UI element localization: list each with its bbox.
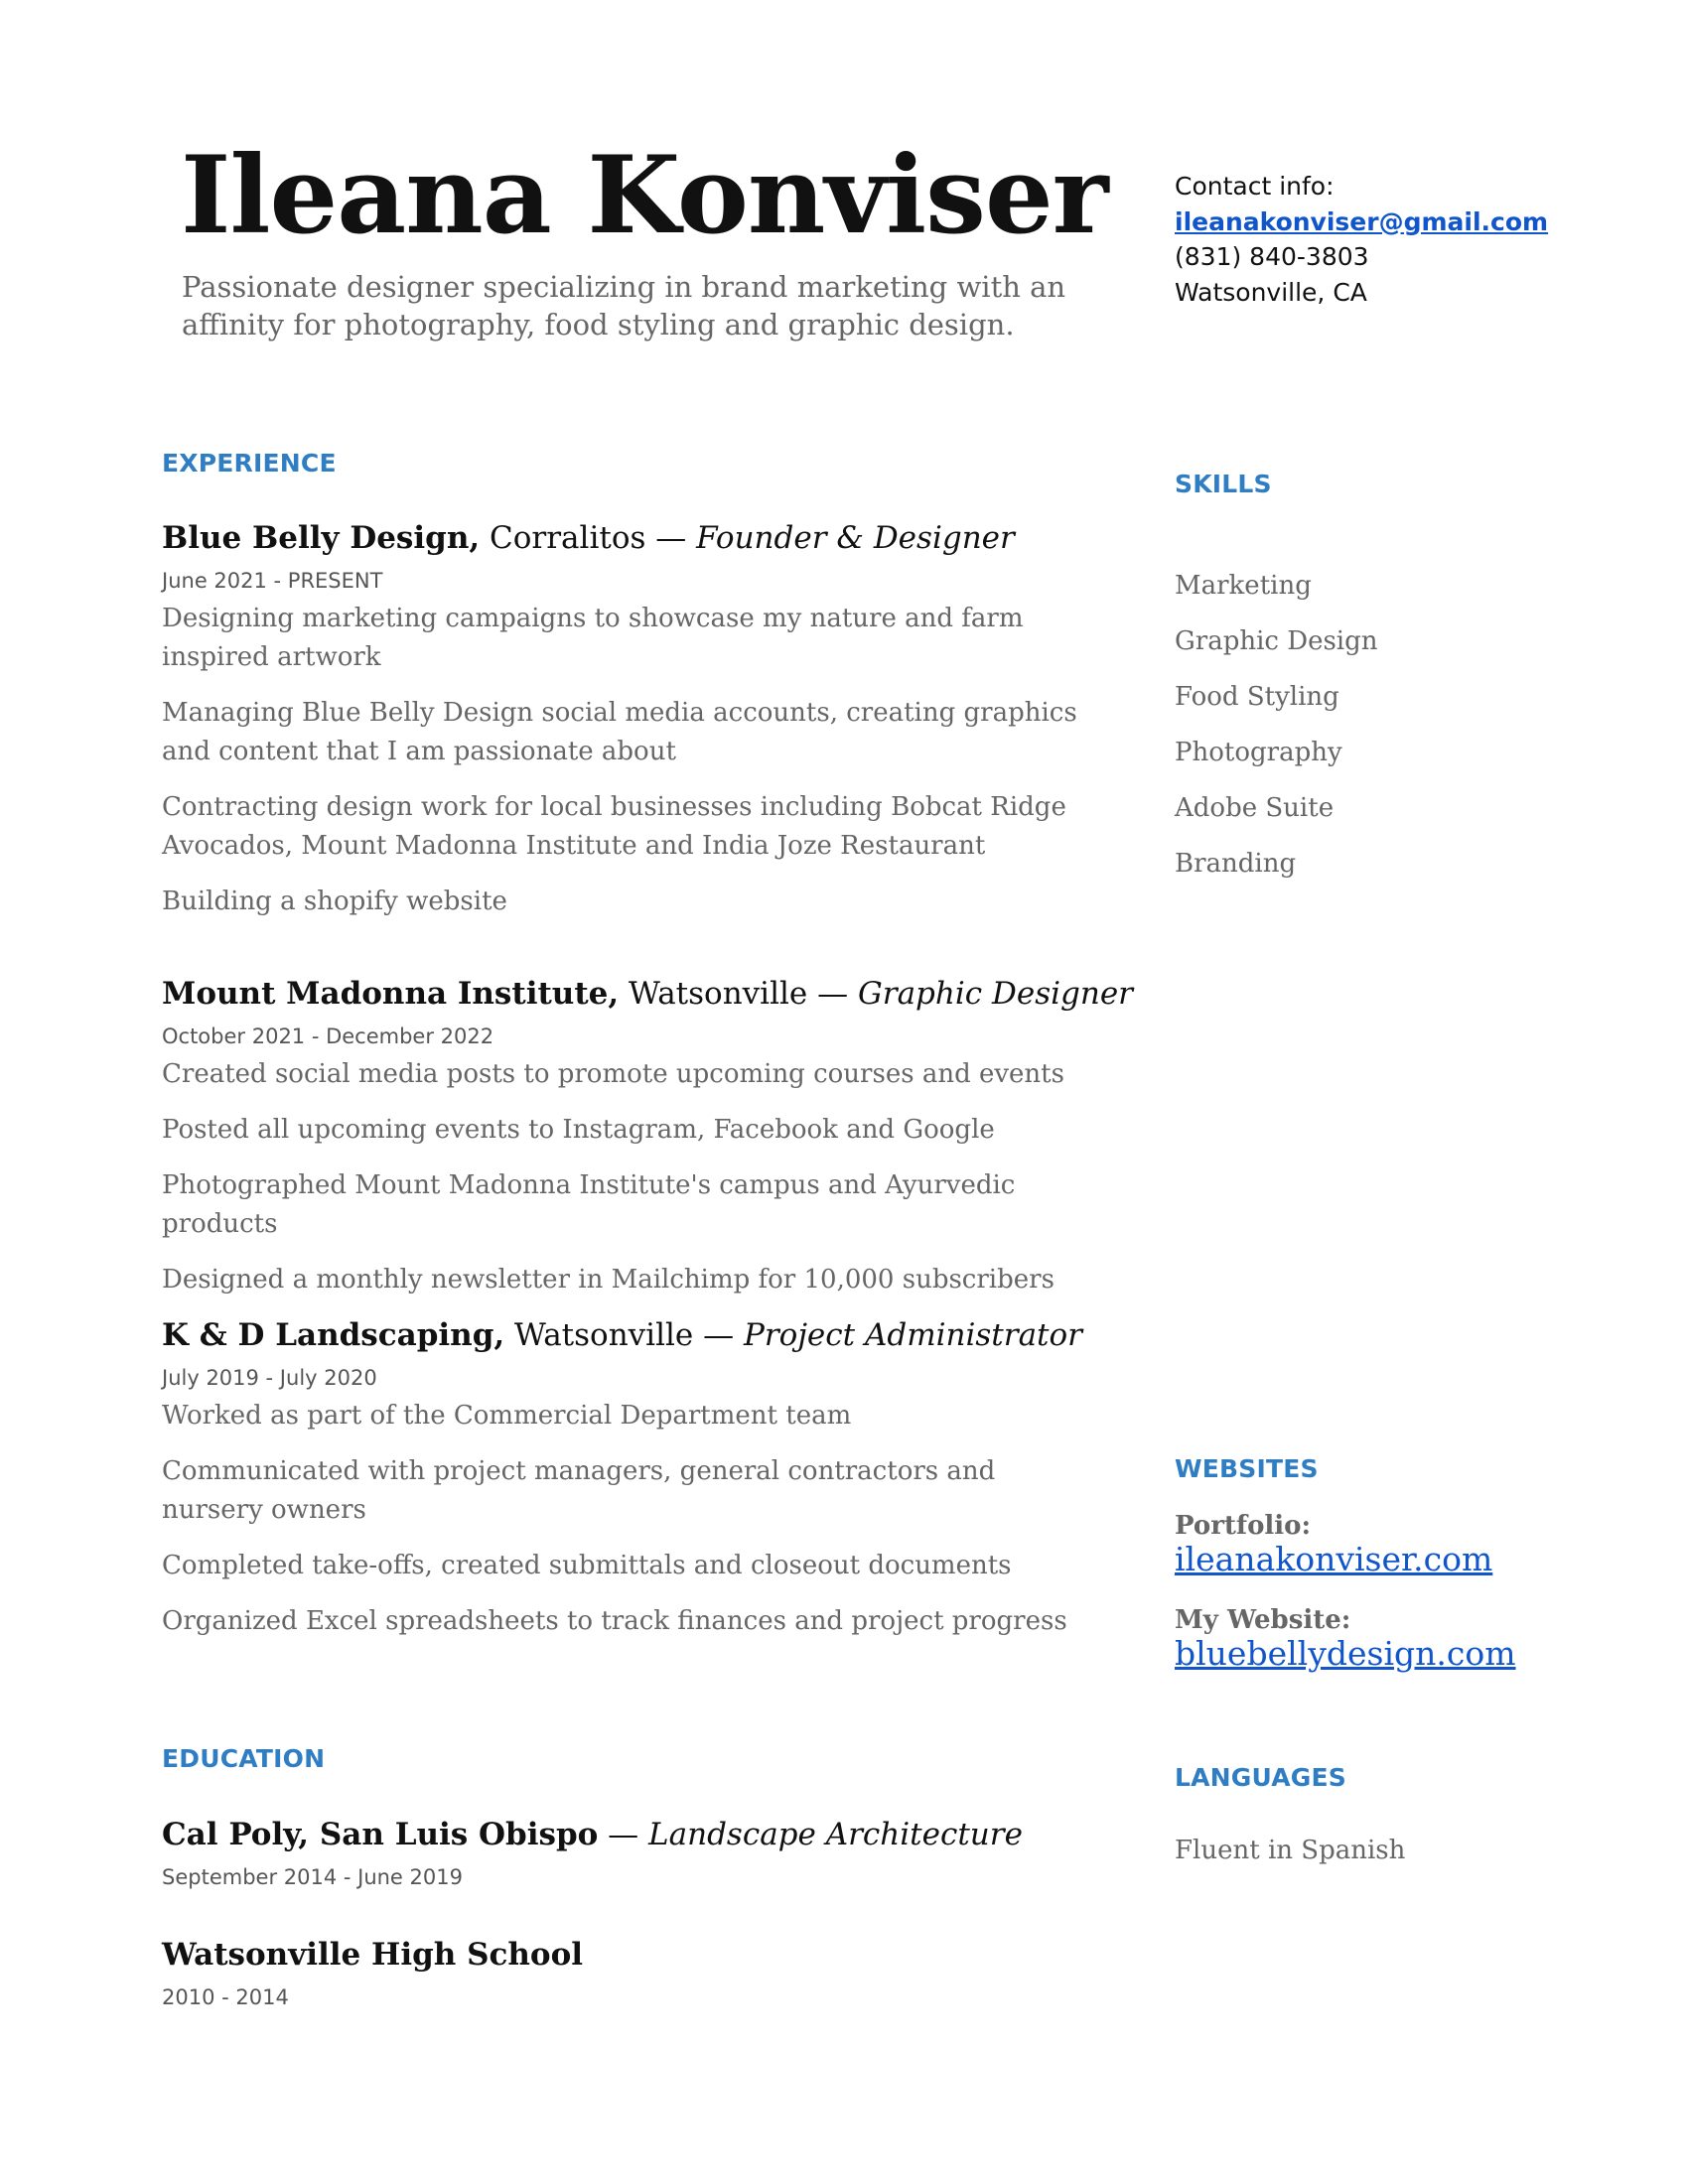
job-bullet: Worked as part of the Commercial Department team (162, 1401, 852, 1431)
experience-heading: EXPERIENCE (162, 449, 337, 478)
job-place: Watsonville — (504, 1317, 744, 1353)
skill-item: Food Styling (1175, 682, 1339, 712)
job-dates: June 2021 - PRESENT (162, 569, 383, 593)
job-org: K & D Landscaping, (162, 1317, 505, 1353)
job-role: Project Administrator (743, 1317, 1082, 1353)
education-entry (162, 1935, 1095, 2012)
resume-tagline: Passionate designer specializing in brand marketing with an affinity for photography, food styling and graphic design. (182, 270, 1066, 341)
job-bullet: Building a shopify website (162, 887, 507, 916)
skills-heading: SKILLS (1175, 470, 1272, 498)
school-dates: 2010 - 2014 (162, 1985, 289, 2009)
job-bullet: Completed take-offs, created submittals and closeout documents (162, 1551, 1012, 1580)
skill-item: Photography (1175, 738, 1342, 767)
website-label: My Website: (1175, 1605, 1351, 1635)
website-link[interactable]: bluebellydesign.com (1175, 1634, 1516, 1673)
job-place: Corralitos — (480, 520, 697, 556)
resume-name: Ileana Konviser (181, 133, 1108, 258)
contact-phone: (831) 840-3803 (1175, 242, 1369, 271)
language-item: Fluent in Spanish (1175, 1836, 1406, 1865)
job-title (162, 518, 1095, 558)
portfolio-block (1175, 1511, 1612, 1578)
school-dates: September 2014 - June 2019 (162, 1865, 463, 1889)
languages-list (1175, 1823, 1612, 1878)
job-bullet: Communicated with project managers, general contractors and nursery owners (162, 1456, 996, 1525)
job-title (162, 974, 1133, 1014)
skill-item: Adobe Suite (1175, 793, 1335, 823)
job-role: Founder & Designer (696, 520, 1015, 556)
school-name: Cal Poly, San Luis Obispo (162, 1817, 599, 1852)
contact-label: Contact info: (1175, 172, 1335, 201)
job-bullet: Designed a monthly newsletter in Mailchimp for 10,000 subscribers (162, 1265, 1055, 1295)
education-heading: EDUCATION (162, 1744, 326, 1773)
portfolio-link[interactable]: ileanakonviser.com (1175, 1540, 1493, 1578)
job-bullet: Posted all upcoming events to Instagram, Facebook and Google (162, 1115, 995, 1145)
job-title (162, 1315, 1095, 1355)
job-org: Mount Madonna Institute, (162, 976, 620, 1012)
job-dates: October 2021 - December 2022 (162, 1024, 494, 1048)
websites-heading: WEBSITES (1175, 1454, 1319, 1483)
job-entry (162, 518, 1095, 921)
job-bullet: Photographed Mount Madonna Institute's campus and Ayurvedic products (162, 1170, 1016, 1239)
job-org: Blue Belly Design, (162, 520, 481, 556)
job-bullet: Created social media posts to promote upcoming courses and events (162, 1059, 1064, 1089)
job-place: Watsonville — (619, 976, 858, 1012)
portfolio-label: Portfolio: (1175, 1511, 1312, 1541)
job-entry (162, 1315, 1095, 1641)
education-entry (162, 1815, 1095, 1892)
job-dates: July 2019 - July 2020 (162, 1366, 377, 1390)
contact-email-link[interactable]: ileanakonviser@gmail.com (1175, 206, 1549, 236)
contact-location: Watsonville, CA (1175, 277, 1367, 307)
school-sep: — (598, 1817, 649, 1852)
skill-item: Graphic Design (1175, 626, 1378, 656)
skill-item: Marketing (1175, 571, 1312, 601)
job-bullet: Managing Blue Belly Design social media accounts, creating graphics and content that I am passionate about (162, 698, 1077, 766)
skill-item: Branding (1175, 849, 1297, 879)
school-name: Watsonville High School (162, 1937, 584, 1973)
website-block (1175, 1605, 1612, 1673)
job-bullet: Organized Excel spreadsheets to track finances and project progress (162, 1606, 1067, 1636)
job-bullet: Designing marketing campaigns to showcase my nature and farm inspired artwork (162, 604, 1024, 672)
job-bullet: Contracting design work for local businesses including Bobcat Ridge Avocados, Mount Madonna Institute and India Joze Restaurant (162, 792, 1066, 861)
contact-block (1175, 169, 1548, 310)
skills-list (1175, 558, 1612, 891)
school-title (162, 1935, 1095, 1975)
job-role: Graphic Designer (857, 976, 1133, 1012)
job-entry (162, 974, 1133, 1299)
languages-heading: LANGUAGES (1175, 1763, 1347, 1792)
school-field: Landscape Architecture (648, 1817, 1023, 1852)
school-title (162, 1815, 1095, 1854)
